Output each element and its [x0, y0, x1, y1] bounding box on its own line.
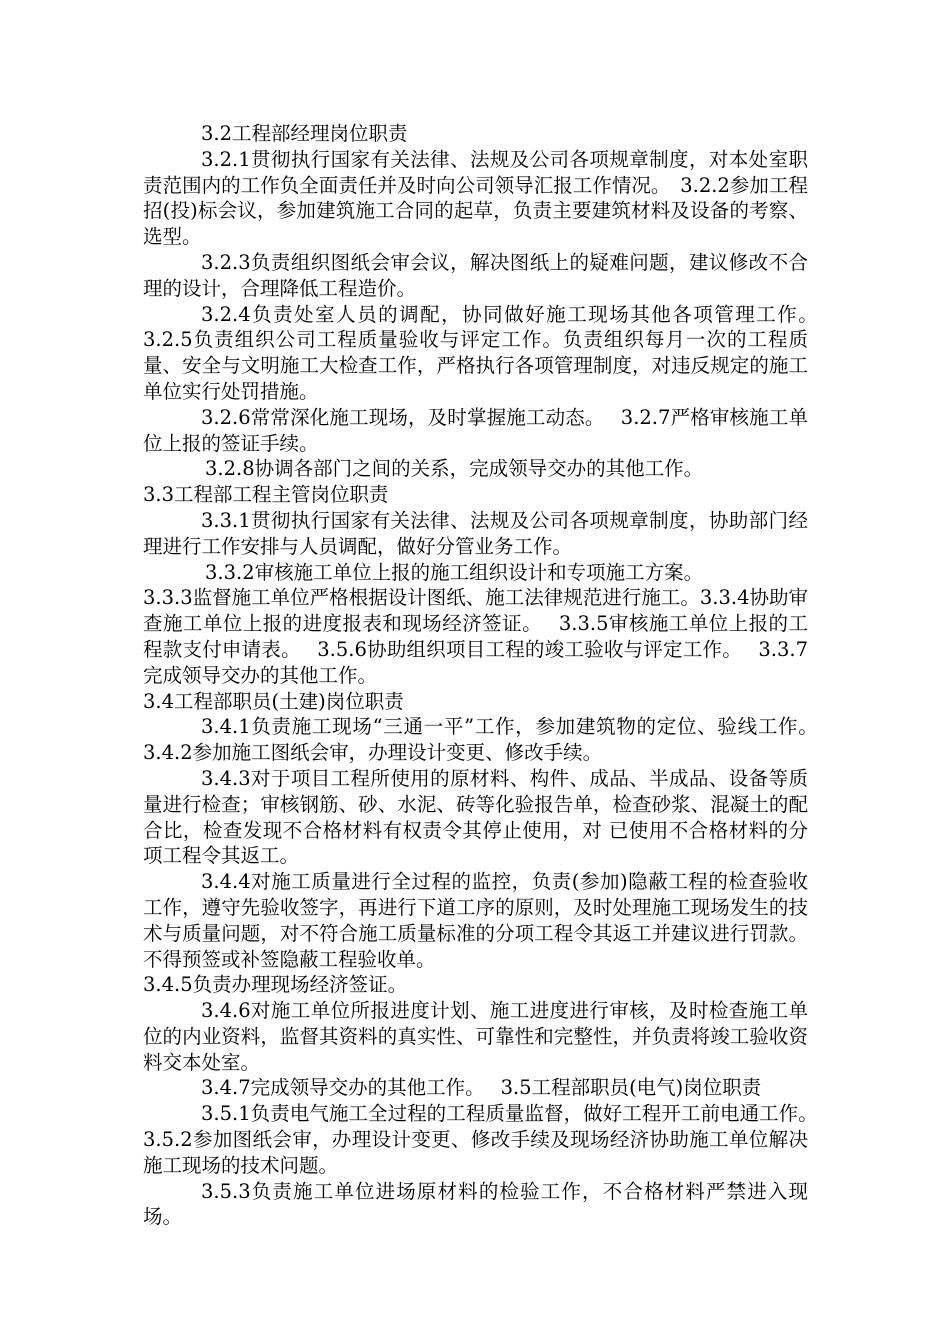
- paragraph-3-4-7: 3.4.7完成领导交办的其他工作。 3.5工程部职员(电气)岗位职责: [201, 1076, 762, 1100]
- paragraph-3-2-4: 3.2.4负责处室人员的调配，协同做好施工现场其他各项管理工作。 3.2.5负责组织公司工程质量验收与评定工作。负责组织每月一次的工程质量、安全与文明施工大检查工作，严格执行各项管理制度，对违反规定的施工单位实行处罚措施。: [143, 302, 834, 403]
- paragraph-3-5-3: 3.5.3负责施工单位进场原材料的检验工作，不合格材料严禁进入现场。: [143, 1179, 808, 1229]
- paragraph-3-2-3: 3.2.3负责组织图纸会审会议，解决图纸上的疑难问题，建议修改不合理的设计，合理降低工程造价。: [143, 250, 808, 300]
- paragraph-3-4-4: 3.4.4对施工质量进行全过程的监控，负责(参加)隐蔽工程的检查验收工作，遵守先验收签字，再进行下道工序的原则，及时处理施工现场发生的技术与质量问题，对不符合施工质量标准的分项工程令其返工并建议进行罚款。不得预签或补签隐蔽工程验收单。: [143, 870, 808, 971]
- paragraph-3-4-3: 3.4.3对于项目工程所使用的原材料、构件、成品、半成品、设备等质量进行检查；审核钢筋、砂、水泥、砖等化验报告单，检查砂浆、混凝土的配合比，检查发现不合格材料有权责令其停止使用，对 已使用不合格材料的分项工程令其返工。: [143, 766, 808, 868]
- paragraph-3-2-6: 3.2.6常常深化施工现场，及时掌握施工动态。 3.2.7严格审核施工单位上报的签证手续。: [143, 405, 808, 455]
- paragraph-3-3-1: 3.3.1贯彻执行国家有关法律、法规及公司各项规章制度，协助部门经理进行工作安排与人员调配，做好分管业务工作。: [143, 508, 808, 558]
- paragraph-3-4-5: 3.4.5负责办理现场经济签证。: [143, 973, 408, 997]
- section-heading-3-4: 3.4工程部职员(土建)岗位职责: [143, 689, 404, 713]
- paragraph-3-4-1: 3.4.1负责施工现场“三通一平”工作，参加建筑物的定位、验线工作。 3.4.2参加施工图纸会审，办理设计变更、修改手续。: [143, 715, 834, 765]
- document-body: [143, 121, 834, 1230]
- paragraph-3-2-1: 3.2.1贯彻执行国家有关法律、法规及公司各项规章制度，对本处室职责范围内的工作负全面责任并及时向公司领导汇报工作情况。 3.2.2参加工程招(投)标会议，参加建筑施工合同的起草，负责主要建筑材料及设备的考察、选型。: [143, 147, 808, 249]
- paragraph-3-3-3: 3.3.3监督施工单位严格根据设计图纸、施工法律规范进行施工。3.3.4协助审查施工单位上报的进度报表和现场经济签证。 3.3.5审核施工单位上报的工程款支付申请表。 3.5.6协助组织项目工程的竣工验收与评定工作。 3.3.7完成领导交办的其他工作。: [143, 586, 808, 687]
- paragraph-3-3-2: 3.3.2审核施工单位上报的施工组织设计和专项施工方案。: [205, 560, 704, 584]
- section-heading-3-3: 3.3工程部工程主管岗位职责: [143, 483, 389, 507]
- paragraph-3-2-8: 3.2.8协调各部门之间的关系，完成领导交办的其他工作。: [205, 457, 704, 481]
- paragraph-3-5-1: 3.5.1负责电气施工全过程的工程质量监督，做好工程开工前电通工作。 3.5.2参加图纸会审，办理设计变更、修改手续及现场经济协助施工单位解决施工现场的技术问题。: [143, 1102, 834, 1177]
- section-heading-3-2: 3.2工程部经理岗位职责: [201, 122, 408, 145]
- paragraph-3-4-6: 3.4.6对施工单位所报进度计划、施工进度进行审核，及时检查施工单位的内业资料，监督其资料的真实性、可靠性和完整性，并负责将竣工验收资料交本处室。: [143, 999, 808, 1074]
